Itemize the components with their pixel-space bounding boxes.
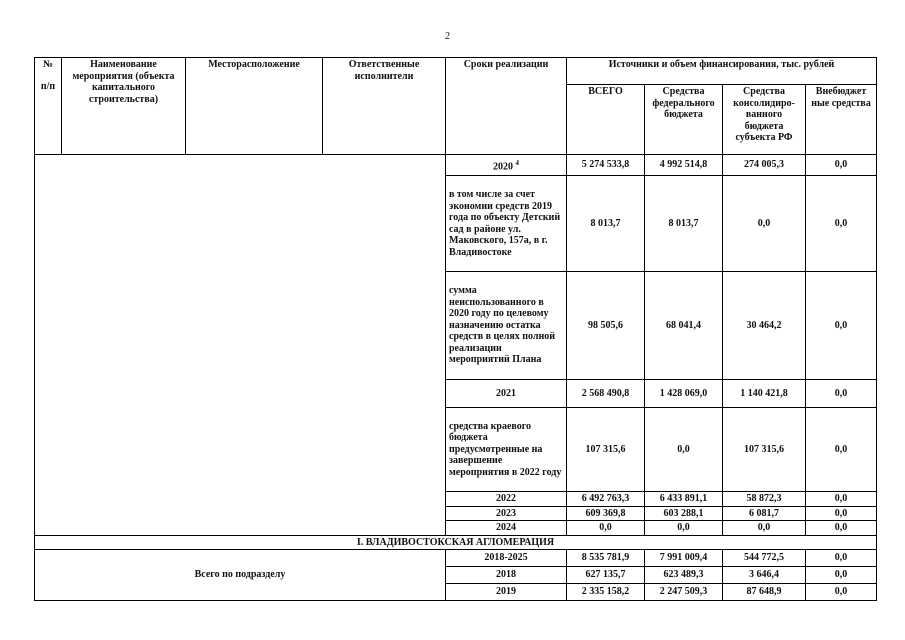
cell-extra: 0,0 [806, 272, 877, 380]
subtotal-label: Всего по подразделу [35, 550, 446, 601]
cell-regional: 6 081,7 [723, 506, 806, 521]
header-extra: Внебюджет ные средства [806, 85, 877, 155]
cell-federal: 603 288,1 [645, 506, 723, 521]
cell-regional: 1 140 421,8 [723, 380, 806, 408]
cell-total: 8 013,7 [567, 176, 645, 272]
cell-total: 6 492 763,3 [567, 492, 645, 507]
cell-extra: 0,0 [806, 155, 877, 176]
header-no-symbol: № [42, 59, 54, 70]
cell-federal: 623 489,3 [645, 567, 723, 584]
row-label: 2018 [446, 567, 567, 584]
cell-regional: 87 648,9 [723, 584, 806, 601]
row-label: 2021 [446, 380, 567, 408]
header-total: ВСЕГО [567, 85, 645, 155]
cell-regional: 274 005,3 [723, 155, 806, 176]
header-terms: Сроки реализации [446, 58, 567, 155]
footnote-mark: 4 [515, 158, 519, 167]
cell-regional: 107 315,6 [723, 408, 806, 492]
cell-federal: 4 992 514,8 [645, 155, 723, 176]
cell-extra: 0,0 [806, 567, 877, 584]
row-label: 2023 [446, 506, 567, 521]
cell-regional: 58 872,3 [723, 492, 806, 507]
cell-federal: 68 041,4 [645, 272, 723, 380]
cell-total: 2 568 490,8 [567, 380, 645, 408]
header-no-abbr: п/п [40, 80, 56, 92]
cell-regional: 3 646,4 [723, 567, 806, 584]
header-row-1 [35, 58, 877, 85]
cell-extra: 0,0 [806, 506, 877, 521]
row-label: 2018-2025 [446, 550, 567, 567]
cell-federal: 0,0 [645, 408, 723, 492]
cell-extra: 0,0 [806, 380, 877, 408]
cell-extra: 0,0 [806, 176, 877, 272]
cell-regional: 0,0 [723, 176, 806, 272]
cell-total: 5 274 533,8 [567, 155, 645, 176]
header-funding-group: Источники и объем финансирования, тыс. рублей [567, 58, 877, 85]
row-label: 2022 [446, 492, 567, 507]
cell-total: 609 369,8 [567, 506, 645, 521]
header-responsible: Ответственные исполнители [323, 58, 446, 155]
table-row [35, 155, 877, 176]
cell-regional: 0,0 [723, 521, 806, 536]
section-title: I. ВЛАДИВОСТОКСКАЯ АГЛОМЕРАЦИЯ [35, 535, 877, 550]
cell-federal: 8 013,7 [645, 176, 723, 272]
header-regional: Средства консолидиро-ванного бюджета субъекта РФ [723, 85, 806, 155]
cell-federal: 0,0 [645, 521, 723, 536]
cell-federal: 7 991 009,4 [645, 550, 723, 567]
row-label: в том числе за счет экономии средств 2019 года по объекту Детский сад в районе ул. Маковского, 157а, в г. Владивостоке [446, 176, 567, 272]
page-number: 2 [445, 31, 450, 42]
funding-table [34, 57, 877, 601]
cell-extra: 0,0 [806, 521, 877, 536]
section-row [35, 535, 877, 550]
row-label: 2024 [446, 521, 567, 536]
cell-total: 107 315,6 [567, 408, 645, 492]
cell-total: 627 135,7 [567, 567, 645, 584]
header-federal: Средства федерального бюджета [645, 85, 723, 155]
cell-total: 8 535 781,9 [567, 550, 645, 567]
row-label: 2019 [446, 584, 567, 601]
cell-federal: 2 247 509,3 [645, 584, 723, 601]
row-label: средства краевого бюджета предусмотренные на завершение мероприятия в 2022 году [446, 408, 567, 492]
header-location: Месторасположение [186, 58, 323, 155]
cell-federal: 1 428 069,0 [645, 380, 723, 408]
cell-regional: 30 464,2 [723, 272, 806, 380]
table-row [35, 550, 877, 567]
cell-federal: 6 433 891,1 [645, 492, 723, 507]
empty-merged-cell [35, 155, 446, 536]
cell-extra: 0,0 [806, 584, 877, 601]
row-label: 2020 $^4$ [446, 155, 567, 176]
header-no [35, 58, 62, 155]
header-name: Наименование мероприятия (объекта капитального строительства) [62, 58, 186, 155]
cell-extra: 0,0 [806, 408, 877, 492]
row-label: сумма неиспользованного в 2020 году по целевому назначению остатка средств в целях полной реализации мероприятий Плана [446, 272, 567, 380]
cell-total: 98 505,6 [567, 272, 645, 380]
cell-total: 0,0 [567, 521, 645, 536]
cell-total: 2 335 158,2 [567, 584, 645, 601]
cell-regional: 544 772,5 [723, 550, 806, 567]
cell-extra: 0,0 [806, 550, 877, 567]
cell-extra: 0,0 [806, 492, 877, 507]
